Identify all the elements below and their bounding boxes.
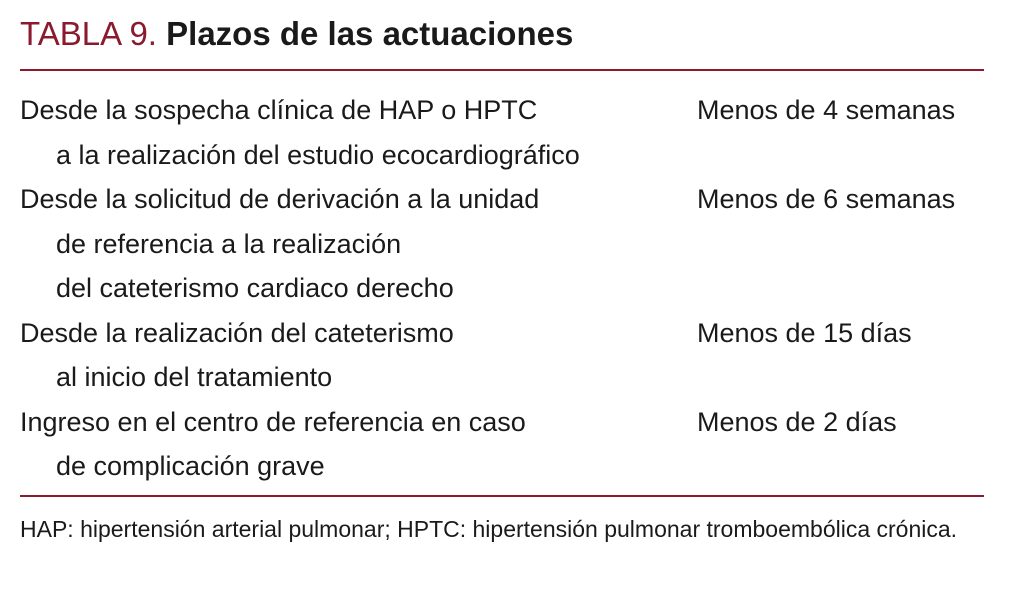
description-line: al inicio del tratamiento bbox=[56, 362, 333, 392]
description-line: del cateterismo cardiaco derecho bbox=[56, 273, 454, 303]
row-period: Menos de 15 días bbox=[697, 317, 912, 348]
table-number-label: TABLA 9. bbox=[20, 15, 157, 52]
description-line: de complicación grave bbox=[56, 451, 325, 481]
table-row bbox=[20, 177, 984, 311]
table-body bbox=[20, 88, 984, 489]
row-period: Menos de 6 semanas bbox=[697, 184, 956, 214]
row-description bbox=[20, 88, 680, 177]
description-line: Desde la solicitud de derivación a la unidad bbox=[20, 184, 540, 214]
top-divider bbox=[20, 69, 984, 71]
row-description bbox=[20, 400, 680, 489]
description-line: a la realización del estudio ecocardiográfico bbox=[56, 139, 580, 170]
table-title bbox=[20, 12, 573, 56]
description-line: de referencia a la realización bbox=[56, 228, 402, 259]
row-description bbox=[20, 311, 680, 400]
table-title-text: Plazos de las actuaciones bbox=[166, 15, 574, 52]
bottom-divider bbox=[20, 495, 984, 497]
row-description bbox=[20, 177, 680, 311]
table-row bbox=[20, 88, 984, 177]
table-row bbox=[20, 400, 984, 489]
table-row bbox=[20, 311, 984, 400]
description-line: Desde la sospecha clínica de HAP o HPTC bbox=[20, 95, 538, 125]
row-period: Menos de 2 días bbox=[697, 406, 897, 437]
description-line: Desde la realización del cateterismo bbox=[20, 317, 454, 348]
description-line: Ingreso en el centro de referencia en caso bbox=[20, 406, 526, 437]
table-footnote: HAP: hipertensión arterial pulmonar; HPTC: hipertensión pulmonar tromboembólica crónica. bbox=[20, 516, 958, 542]
row-period: Menos de 4 semanas bbox=[697, 95, 956, 125]
